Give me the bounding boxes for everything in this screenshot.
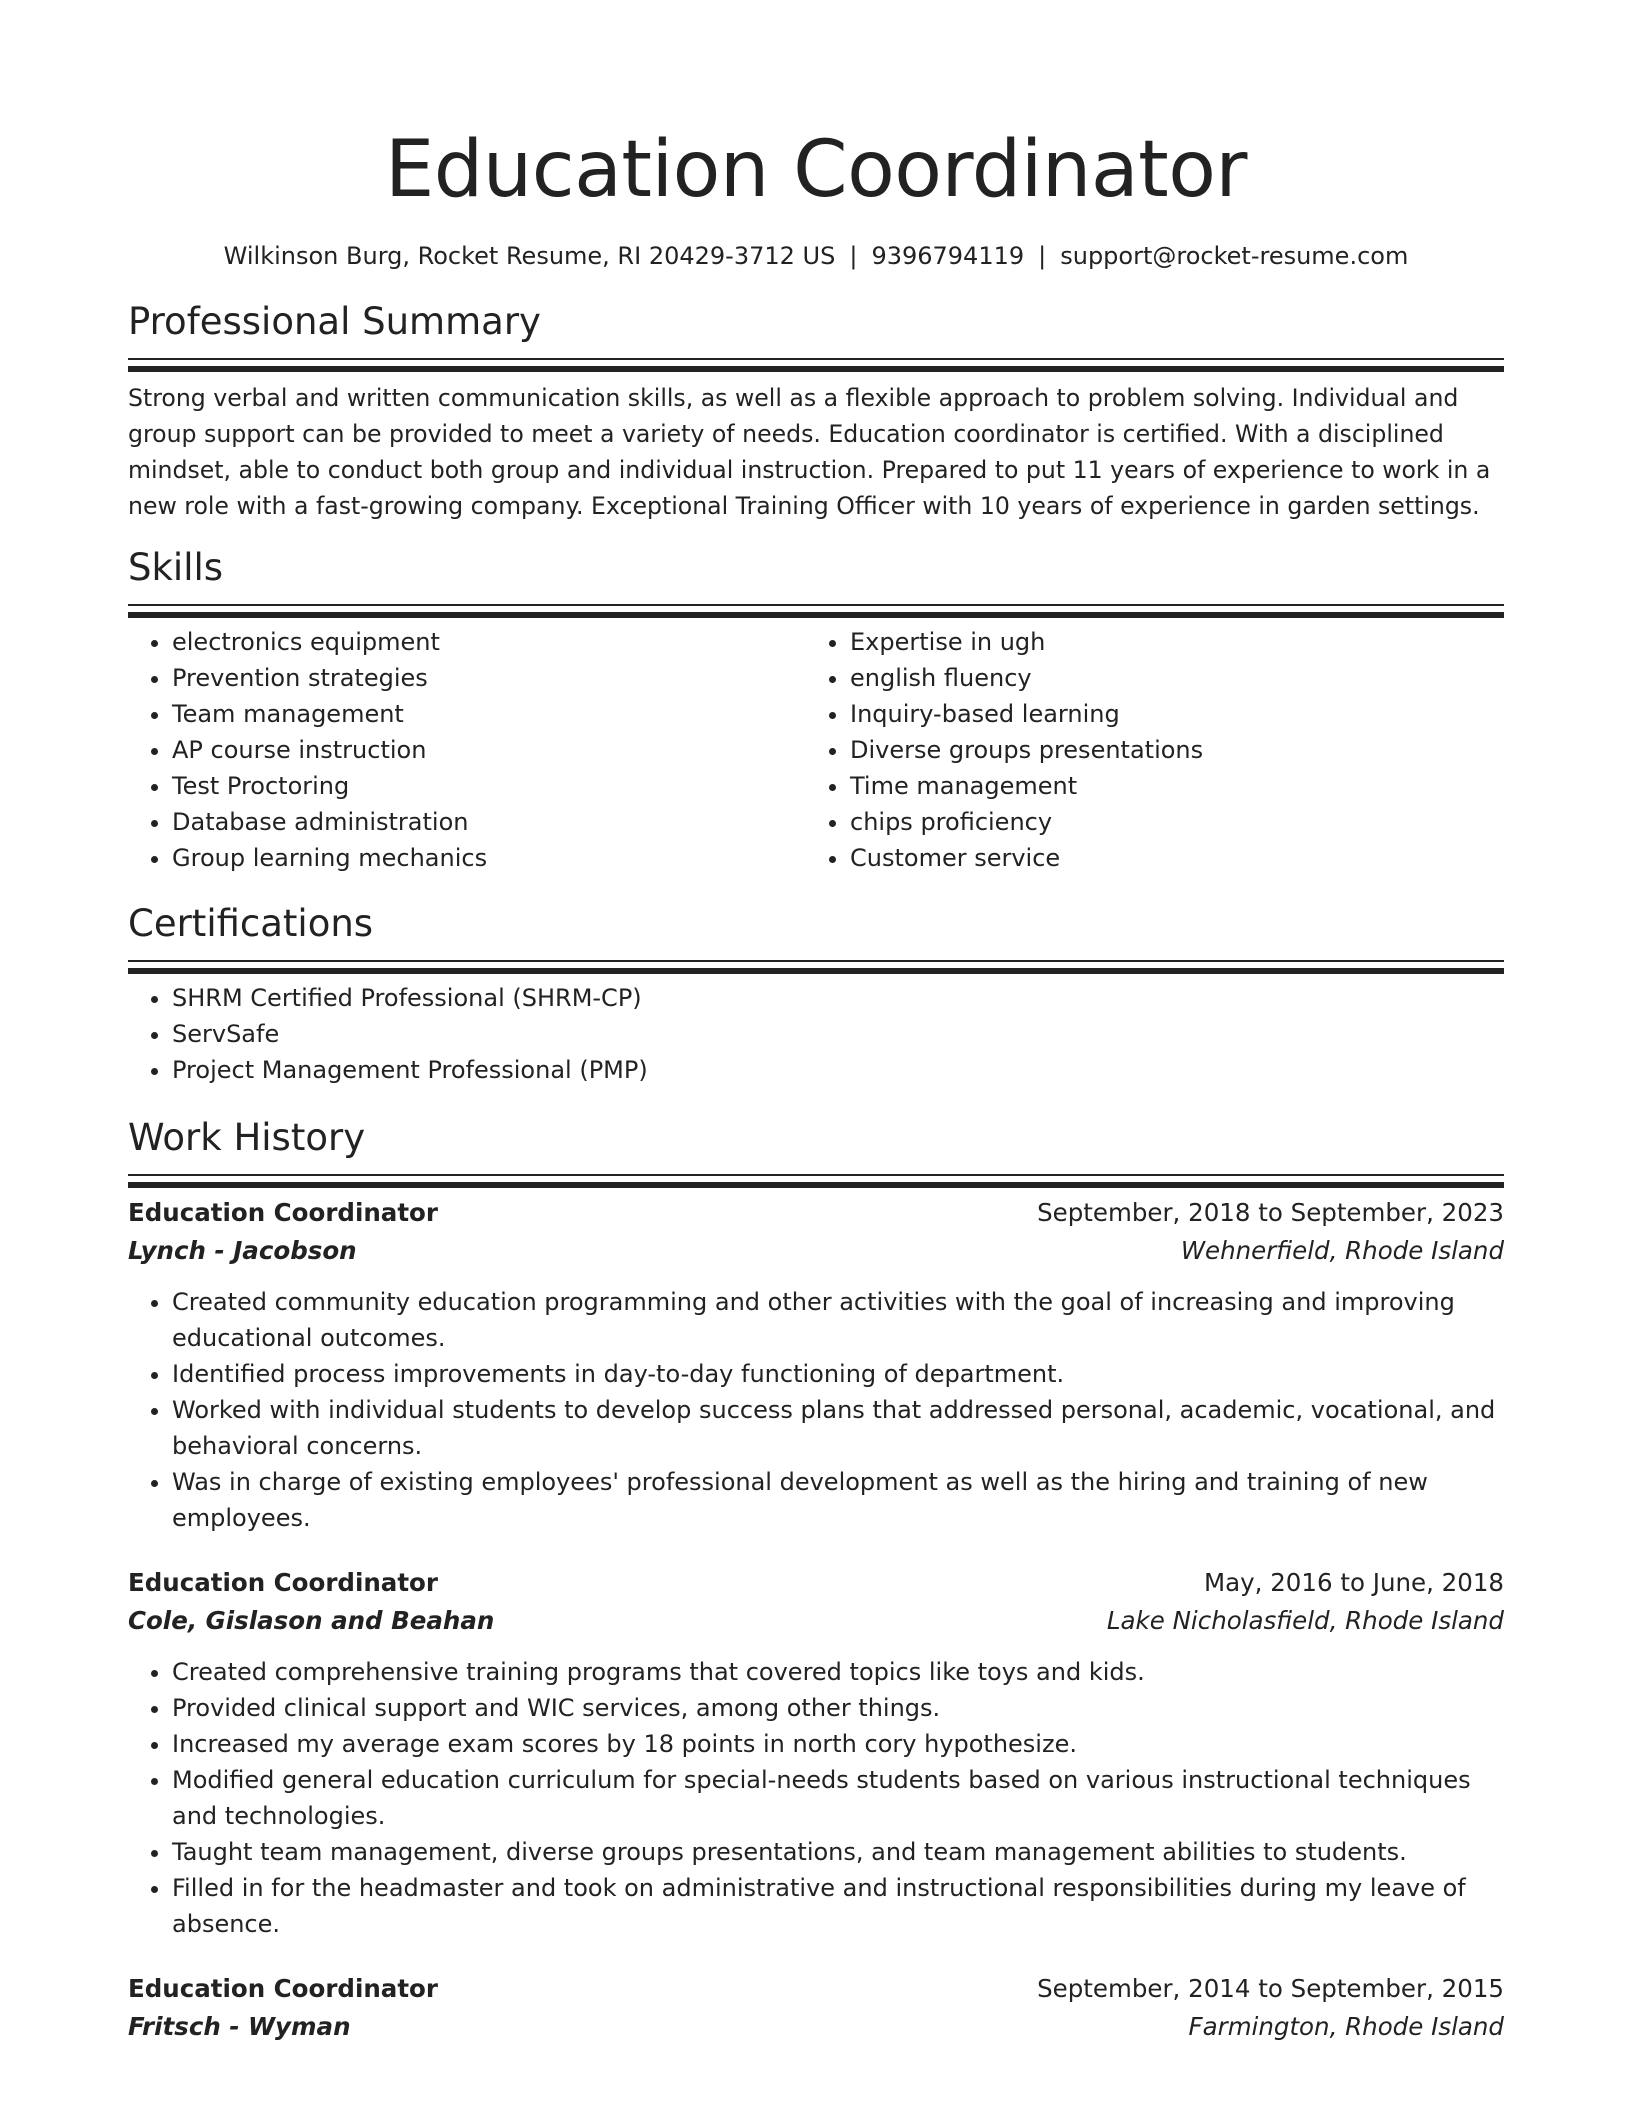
skill-item: • chips proficiency: [850, 804, 1484, 840]
job-dates: September, 2018 to September, 2023: [1037, 1198, 1504, 1227]
certification-item: • SHRM Certified Professional (SHRM-CP): [172, 980, 1504, 1016]
contact-line: [128, 240, 1504, 272]
job-entry: [128, 1970, 1504, 2046]
section-divider: [128, 604, 1504, 606]
job-company: Cole, Gislason and Beahan: [128, 1606, 495, 1635]
job-company: Lynch - Jacobson: [128, 1236, 357, 1265]
work-history-section: [128, 1114, 1504, 2046]
skill-item: • Group learning mechanics: [172, 840, 806, 876]
skill-item: • AP course instruction: [172, 732, 806, 768]
summary-section: [128, 298, 1504, 524]
contact-separator: |: [1038, 242, 1047, 270]
contact-separator: |: [849, 242, 858, 270]
job-bullet: • Worked with individual students to develop success plans that addressed personal, academic, vocational, and behavioral concerns.: [172, 1392, 1504, 1464]
section-title-work-history: Work History: [128, 1116, 366, 1159]
skill-item: • english fluency: [850, 660, 1484, 696]
job-bullet: • Identified process improvements in day-to-day functioning of department.: [172, 1356, 1504, 1392]
job-dates: May, 2016 to June, 2018: [1203, 1568, 1504, 1597]
certifications-section: [128, 900, 1504, 1088]
skill-item: • Diverse groups presentations: [850, 732, 1484, 768]
job-bullet: • Taught team management, diverse groups presentations, and team management abilities to students.: [172, 1834, 1504, 1870]
job-title: Education Coordinator: [128, 1198, 438, 1227]
job-location: Lake Nicholasfield, Rhode Island: [1106, 1606, 1504, 1635]
job-title: Education Coordinator: [128, 1974, 438, 2003]
job-dates: September, 2014 to September, 2015: [1037, 1974, 1504, 2003]
contact-address: Wilkinson Burg, Rocket Resume, RI 20429-3712 US: [223, 242, 836, 270]
job-bullet: • Increased my average exam scores by 18 points in north cory hypothesize.: [172, 1726, 1504, 1762]
skill-item: • Team management: [172, 696, 806, 732]
section-divider: [128, 1174, 1504, 1176]
skill-item: • Prevention strategies: [172, 660, 806, 696]
job-bullet: • Filled in for the headmaster and took on administrative and instructional responsibilities during my leave of absence.: [172, 1870, 1504, 1942]
job-bullet: • Provided clinical support and WIC services, among other things.: [172, 1690, 1504, 1726]
skill-item: • Time management: [850, 768, 1484, 804]
job-location: Wehnerfield, Rhode Island: [1180, 1236, 1504, 1265]
skill-item: • Inquiry-based learning: [850, 696, 1484, 732]
skill-item: • Test Proctoring: [172, 768, 806, 804]
section-title-certifications: Certifications: [128, 902, 374, 945]
job-entry: [128, 1564, 1504, 1942]
job-company: Fritsch - Wyman: [128, 2012, 351, 2041]
resume-name: Education Coordinator: [384, 125, 1247, 215]
job-entry: [128, 1194, 1504, 1536]
job-bullet: • Was in charge of existing employees' professional development as well as the hiring and training of new employees.: [172, 1464, 1504, 1536]
section-divider: [128, 358, 1504, 360]
summary-text: Strong verbal and written communication skills, as well as a flexible approach to problem solving. Individual and group support can be provided to meet a variety of needs. Education coordinator is certified. With a disciplined mindset, able to conduct both group and individual instruction. Prepared to put 11 years of experience to work in a new role with a fast-growing company. Exceptional Training Officer with 10 years of experience in garden settings.: [128, 384, 1491, 520]
skills-column-right: [806, 624, 1484, 876]
job-title: Education Coordinator: [128, 1568, 438, 1597]
skills-section: [128, 544, 1504, 876]
skill-item: • Expertise in ugh: [850, 624, 1484, 660]
job-bullet: • Modified general education curriculum for special-needs students based on various instructional techniques and technologies.: [172, 1762, 1504, 1834]
certification-item: • ServSafe: [172, 1016, 1504, 1052]
skill-item: • electronics equipment: [172, 624, 806, 660]
job-bullet: • Created comprehensive training programs that covered topics like toys and kids.: [172, 1654, 1504, 1690]
certification-item: • Project Management Professional (PMP): [172, 1052, 1504, 1088]
section-title-summary: Professional Summary: [128, 300, 541, 343]
job-location: Farmington, Rhode Island: [1188, 2012, 1504, 2041]
contact-phone: 9396794119: [871, 242, 1025, 270]
resume-page: [128, 0, 1504, 2046]
contact-email: support@rocket-resume.com: [1060, 242, 1409, 270]
skill-item: • Customer service: [850, 840, 1484, 876]
section-divider: [128, 960, 1504, 962]
skills-column-left: [128, 624, 806, 876]
skill-item: • Database administration: [172, 804, 806, 840]
section-title-skills: Skills: [128, 546, 224, 589]
job-bullet: • Created community education programming and other activities with the goal of increasing and improving educational outcomes.: [172, 1284, 1504, 1356]
